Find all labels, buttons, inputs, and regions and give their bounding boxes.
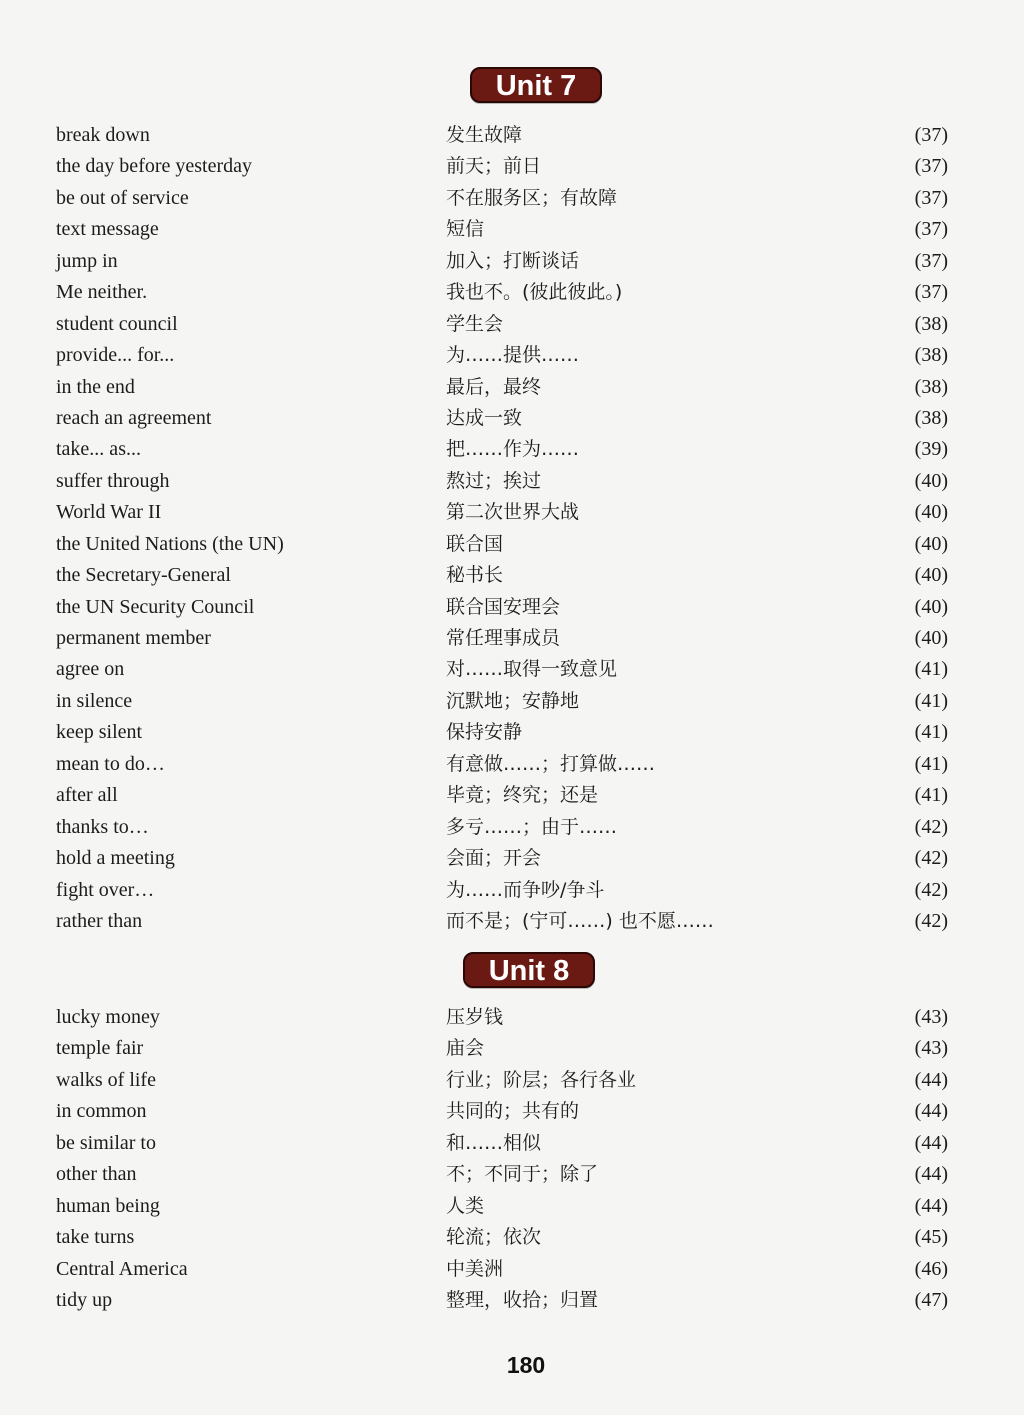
chinese-meaning: 短信 — [446, 218, 485, 241]
vocab-row — [0, 246, 1024, 277]
page-reference: (37) — [914, 155, 948, 178]
vocab-row — [0, 686, 1024, 717]
vocab-row — [0, 1222, 1024, 1253]
english-phrase: suffer through — [56, 469, 170, 492]
page-reference: (38) — [914, 312, 948, 335]
chinese-meaning: 庙会 — [446, 1037, 485, 1060]
chinese-meaning: 轮流；依次 — [446, 1226, 542, 1249]
vocab-row — [0, 1065, 1024, 1096]
page-reference: (37) — [914, 249, 948, 272]
english-phrase: mean to do… — [56, 752, 165, 775]
page-reference: (38) — [914, 344, 948, 367]
vocab-row — [0, 780, 1024, 811]
chinese-meaning: 人类 — [446, 1194, 485, 1217]
vocab-row — [0, 749, 1024, 780]
vocab-row — [0, 497, 1024, 528]
english-phrase: Central America — [56, 1257, 188, 1280]
english-phrase: the Secretary-General — [56, 564, 231, 587]
page-reference: (37) — [914, 186, 948, 209]
page-reference: (40) — [914, 627, 948, 649]
page-reference: (39) — [914, 438, 948, 461]
page-reference: (45) — [914, 1226, 948, 1249]
unit-8-vocab-list — [0, 1002, 1024, 1316]
chinese-meaning: 多亏……；由于…… — [446, 815, 618, 838]
page-reference: (40) — [914, 564, 948, 587]
english-phrase: after all — [56, 784, 118, 807]
chinese-meaning: 达成一致 — [446, 406, 523, 429]
unit-7-vocab-list — [0, 120, 1024, 937]
page-reference: (42) — [914, 815, 948, 838]
english-phrase: temple fair — [56, 1037, 144, 1060]
page-reference: (41) — [914, 721, 948, 744]
chinese-meaning: 对……取得一致意见 — [446, 658, 618, 681]
vocab-row — [0, 120, 1024, 151]
page-reference: (43) — [914, 1006, 948, 1028]
chinese-meaning: 中美洲 — [446, 1257, 504, 1280]
page-reference: (44) — [914, 1068, 948, 1091]
english-phrase: World War II — [56, 501, 162, 524]
vocab-row — [0, 906, 1024, 937]
english-phrase: student council — [56, 312, 178, 335]
chinese-meaning: 不；不同于；除了 — [446, 1163, 599, 1186]
chinese-meaning: 毕竟；终究；还是 — [446, 784, 599, 807]
english-phrase: walks of life — [56, 1068, 156, 1091]
english-phrase: take... as... — [56, 438, 141, 461]
page-reference: (41) — [914, 689, 948, 712]
chinese-meaning: 常任理事成员 — [446, 627, 561, 649]
chinese-meaning: 共同的；共有的 — [446, 1100, 580, 1123]
english-phrase: the United Nations (the UN) — [56, 532, 284, 555]
english-phrase: text message — [56, 218, 159, 241]
english-phrase: hold a meeting — [56, 847, 175, 870]
vocab-row — [0, 1285, 1024, 1316]
page-reference: (43) — [914, 1037, 948, 1060]
page-reference: (40) — [914, 501, 948, 524]
chinese-meaning: 联合国 — [446, 532, 504, 555]
page-reference: (44) — [914, 1100, 948, 1123]
vocab-row — [0, 1128, 1024, 1159]
chinese-meaning: 我也不。(彼此彼此。) — [446, 281, 623, 304]
english-phrase: provide... for... — [56, 344, 175, 367]
vocab-row — [0, 183, 1024, 214]
chinese-meaning: 第二次世界大战 — [446, 501, 580, 524]
vocab-row — [0, 340, 1024, 371]
vocab-row — [0, 372, 1024, 403]
vocab-row — [0, 1002, 1024, 1033]
chinese-meaning: 前天；前日 — [446, 155, 542, 178]
unit-8-heading: Unit 8 — [463, 952, 595, 988]
page-reference: (46) — [914, 1257, 948, 1280]
english-phrase: take turns — [56, 1226, 135, 1249]
page-reference: (38) — [914, 406, 948, 429]
vocab-row — [0, 560, 1024, 591]
page-reference: (44) — [914, 1131, 948, 1154]
english-phrase: the UN Security Council — [56, 595, 255, 618]
english-phrase: the day before yesterday — [56, 155, 253, 178]
english-phrase: break down — [56, 124, 150, 146]
english-phrase: in the end — [56, 375, 135, 398]
chinese-meaning: 为……提供…… — [446, 344, 580, 367]
chinese-meaning: 最后，最终 — [446, 375, 542, 398]
chinese-meaning: 联合国安理会 — [446, 595, 561, 618]
unit-7-heading: Unit 7 — [470, 67, 602, 103]
english-phrase: rather than — [56, 909, 143, 932]
english-phrase: Me neither. — [56, 281, 148, 304]
chinese-meaning: 保持安静 — [446, 721, 523, 744]
chinese-meaning: 压岁钱 — [446, 1006, 504, 1028]
chinese-meaning: 行业；阶层；各行各业 — [446, 1068, 637, 1091]
vocab-row — [0, 214, 1024, 245]
vocab-row — [0, 1254, 1024, 1285]
english-phrase: agree on — [56, 658, 125, 681]
vocab-row — [0, 309, 1024, 340]
page-reference: (37) — [914, 218, 948, 241]
english-phrase: be out of service — [56, 186, 189, 209]
vocab-row — [0, 1033, 1024, 1064]
chinese-meaning: 会面；开会 — [446, 847, 542, 870]
chinese-meaning: 加入；打断谈话 — [446, 249, 580, 272]
english-phrase: in silence — [56, 689, 133, 712]
vocab-row — [0, 717, 1024, 748]
page-reference: (47) — [914, 1288, 948, 1311]
chinese-meaning: 为……而争吵/争斗 — [446, 878, 605, 901]
vocab-row — [0, 434, 1024, 465]
chinese-meaning: 不在服务区；有故障 — [446, 186, 618, 209]
page-reference: (37) — [914, 281, 948, 304]
english-phrase: keep silent — [56, 721, 143, 744]
english-phrase: tidy up — [56, 1288, 113, 1311]
vocab-row — [0, 403, 1024, 434]
vocab-row — [0, 529, 1024, 560]
page-reference: (41) — [914, 752, 948, 775]
page-reference: (42) — [914, 878, 948, 901]
vocab-row — [0, 1191, 1024, 1222]
english-phrase: thanks to… — [56, 815, 149, 838]
page-reference: (40) — [914, 469, 948, 492]
page-reference: (44) — [914, 1163, 948, 1186]
chinese-meaning: 秘书长 — [446, 564, 504, 587]
chinese-meaning: 有意做……；打算做…… — [446, 752, 656, 775]
page-reference: (42) — [914, 909, 948, 932]
page-number: 180 — [506, 1352, 546, 1378]
vocab-row — [0, 654, 1024, 685]
page-reference: (41) — [914, 784, 948, 807]
vocab-row — [0, 592, 1024, 623]
chinese-meaning: 把……作为…… — [446, 438, 580, 461]
chinese-meaning: 学生会 — [446, 312, 504, 335]
chinese-meaning: 沉默地；安静地 — [446, 689, 580, 712]
vocab-row — [0, 1159, 1024, 1190]
page-reference: (40) — [914, 595, 948, 618]
page-reference: (44) — [914, 1194, 948, 1217]
english-phrase: in common — [56, 1100, 147, 1123]
chinese-meaning: 而不是；(宁可……) 也不愿…… — [446, 909, 714, 932]
english-phrase: reach an agreement — [56, 406, 212, 429]
page-reference: (40) — [914, 532, 948, 555]
english-phrase: human being — [56, 1194, 160, 1217]
vocab-row — [0, 151, 1024, 182]
page-reference: (41) — [914, 658, 948, 681]
chinese-meaning: 和……相似 — [446, 1131, 542, 1154]
vocab-row — [0, 277, 1024, 308]
page-reference: (38) — [914, 375, 948, 398]
vocab-row — [0, 875, 1024, 906]
english-phrase: be similar to — [56, 1131, 156, 1154]
vocab-row — [0, 812, 1024, 843]
english-phrase: permanent member — [56, 627, 211, 649]
english-phrase: fight over… — [56, 878, 155, 901]
page-reference: (37) — [914, 124, 948, 146]
vocab-row — [0, 466, 1024, 497]
english-phrase: other than — [56, 1163, 137, 1186]
chinese-meaning: 整理，收拾；归置 — [446, 1288, 599, 1311]
vocab-row — [0, 1096, 1024, 1127]
english-phrase: lucky money — [56, 1006, 160, 1028]
english-phrase: jump in — [56, 249, 118, 272]
chinese-meaning: 熬过；挨过 — [446, 469, 542, 492]
chinese-meaning: 发生故障 — [446, 124, 523, 146]
vocab-row — [0, 623, 1024, 654]
vocab-row — [0, 843, 1024, 874]
page-reference: (42) — [914, 847, 948, 870]
